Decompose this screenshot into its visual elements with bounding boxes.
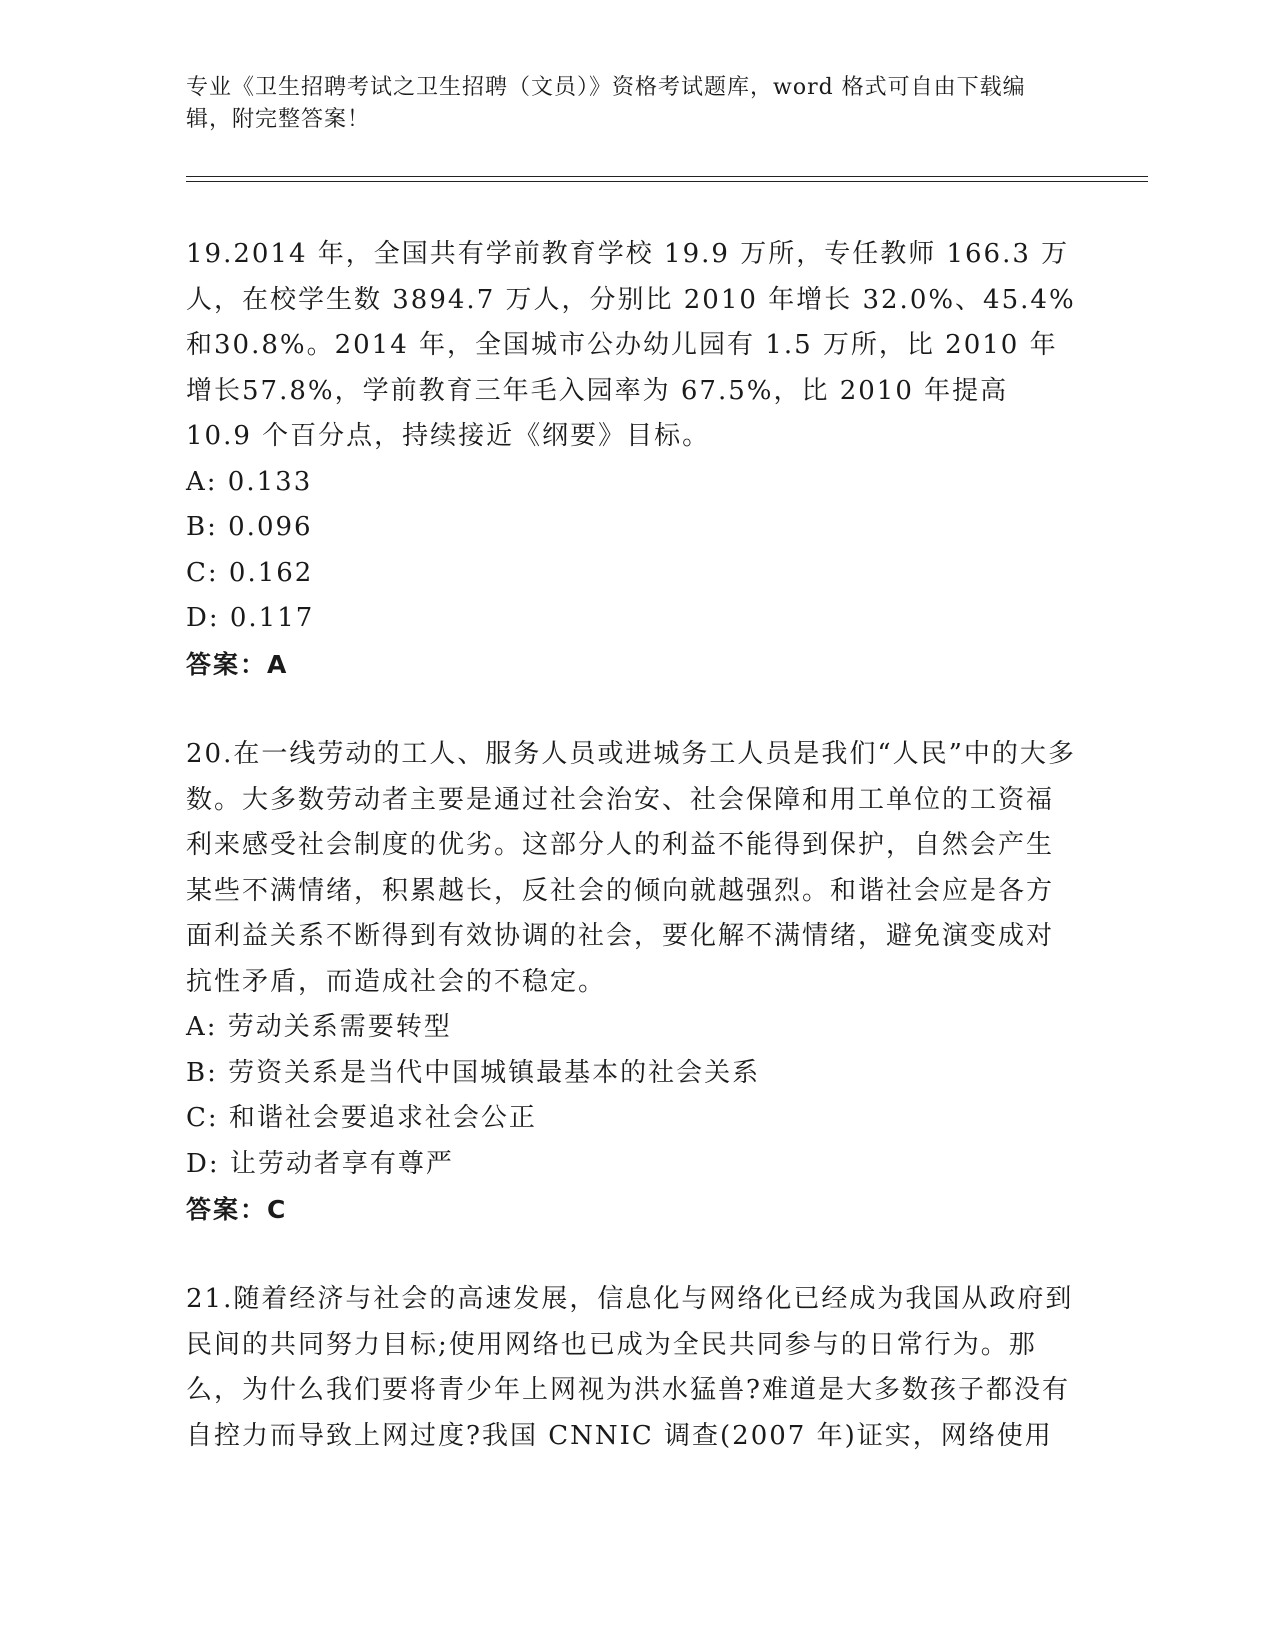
option-a: A: 0.133	[186, 466, 313, 497]
option-b: B: 劳资关系是当代中国城镇最基本的社会关系	[186, 1057, 761, 1088]
page-header	[186, 72, 1066, 136]
question-stem: 20.在一线劳动的工人、服务人员或进城务工人员是我们“人民”中的大多数。大多数劳动者主要是通过社会治安、社会保障和用工单位的工资福利来感受社会制度的优劣。这部分人的利益不能得到保护，自然会产生某些不满情绪，积累越长，反社会的倾向就越强烈。和谐社会应是各方面利益关系不断得到有效协调的社会，要化解不满情绪，避免演变成对抗性矛盾，而造成社会的不稳定。	[186, 739, 1076, 997]
question-19	[186, 232, 1076, 687]
question-stem: 19.2014 年，全国共有学前教育学校 19.9 万所，专任教师 166.3 万人，在校学生数 3894.7 万人，分别比 2010 年增长 32.0%、45.4%和30.8%。2014 年，全国城市公办幼儿园有 1.5 万所，比 2010 年增长57.8%，学前教育三年毛入园率为 67.5%，比 2010 年提高 10.9 个百分点，持续接近《纲要》目标。	[186, 239, 1076, 451]
option-a: A: 劳动关系需要转型	[186, 1012, 452, 1042]
option-b: B: 0.096	[186, 512, 313, 542]
option-c: C: 和谐社会要追求社会公正	[186, 1103, 537, 1133]
option-d: D: 0.117	[186, 603, 315, 633]
answer-label: 答案：A	[186, 649, 289, 679]
option-d: D: 让劳动者享有尊严	[186, 1148, 454, 1179]
header-rule-bottom	[186, 181, 1148, 182]
header-title: 专业《卫生招聘考试之卫生招聘（文员）》资格考试题库，word 格式可自由下载编辑，附完整答案！	[186, 75, 1026, 132]
question-20	[186, 732, 1076, 1233]
header-rule-top	[186, 176, 1148, 177]
question-21	[186, 1277, 1076, 1459]
option-c: C: 0.162	[186, 557, 314, 588]
answer-label: 答案：C	[186, 1195, 288, 1224]
question-stem: 21.随着经济与社会的高速发展，信息化与网络化已经成为我国从政府到民间的共同努力目标;使用网络也已成为全民共同参与的日常行为。那么，为什么我们要将青少年上网视为洪水猛兽?难道是大多数孩子都没有自控力而导致上网过度?我国 CNNIC 调查(2007 年)证实，网络使用	[186, 1284, 1074, 1451]
